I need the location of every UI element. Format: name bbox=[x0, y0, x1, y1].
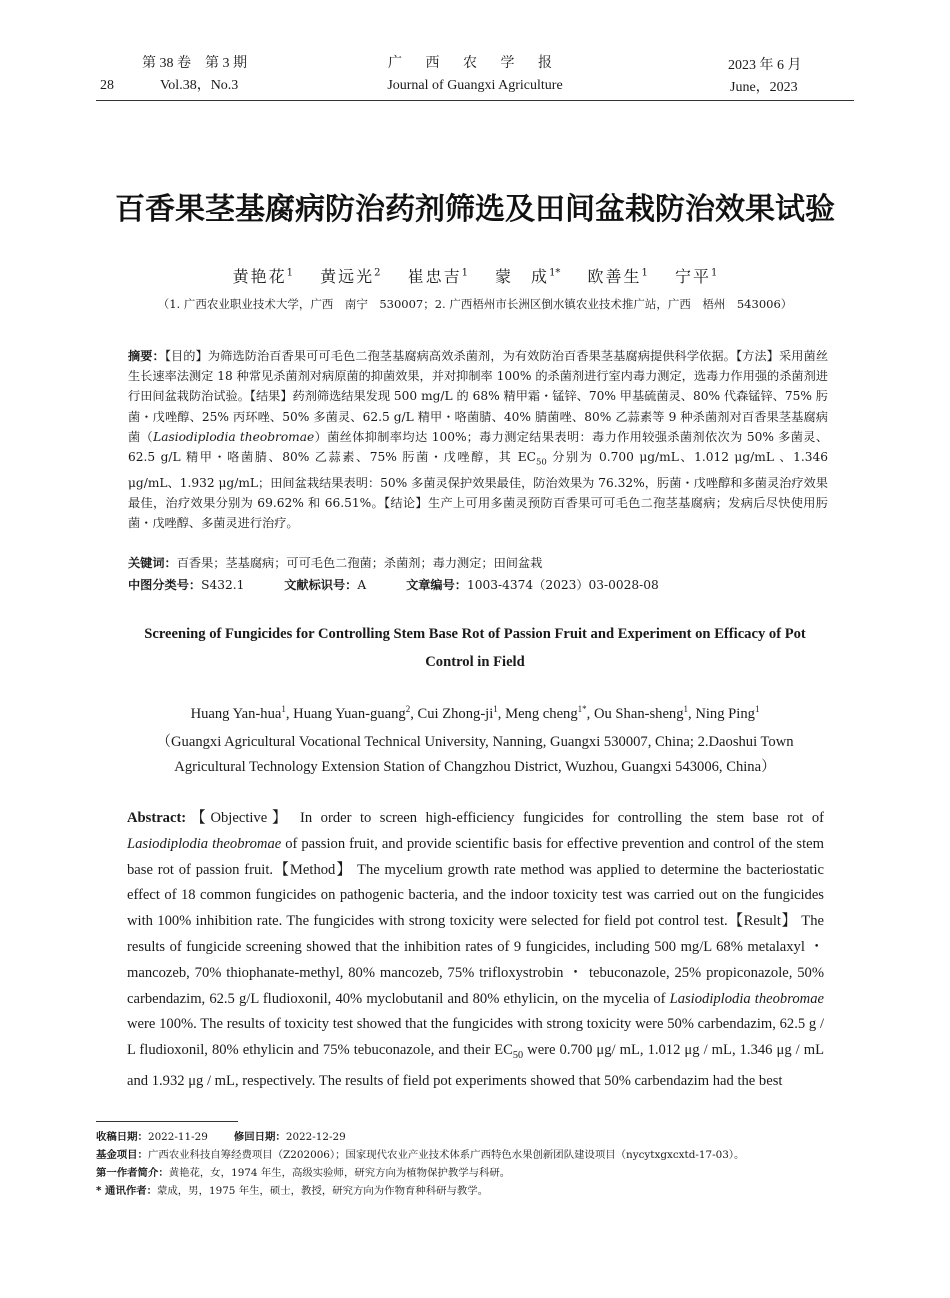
abstract-label-en: Abstract: bbox=[127, 810, 187, 826]
volume-issue-en: Vol.38，No.3 bbox=[160, 78, 239, 93]
affiliation-cn: （1. 广西农业职业技术大学，广西 南宁 530007；2. 广西梧州市长洲区倒水镇农业技术推广站，广西 梧州 543006） bbox=[157, 297, 793, 311]
author-cn: 欧善生$^1$ bbox=[587, 267, 648, 286]
abstract-cn: 摘要：【目的】为筛选防治百香果可可毛色二孢茎基腐病高效杀菌剂，为有效防治百香果茎基腐病提供科学依据。【方法】采用菌丝生长速率法测定 18 种常见杀菌剂对病原菌的抑菌效果，并对抑制率 100% 的杀菌剂进行室内毒力测定，选毒力作用强的杀菌剂进行田间盆栽防治试验。【结果】药剂筛选结果发现 500 mg/L 的 68% 精甲霜・锰锌、70% 甲基硫菌灵、80% 代森锰锌、75% 肟菌・戊唑醇、25% 丙环唑、50% 多菌灵、62.5 g/L 精甲・咯菌腈、40% 腈菌唑、80% 乙蒜素等 9 种杀菌剂对百香果茎基腐病菌（Lasiodiplodia theobromae）菌丝体抑制率均达 100%；毒力测定结果表明：毒力作用较强杀菌剂依次为 50% 多菌灵、62.5 g/L 精甲・咯菌腈、80% 乙蒜素、75% 肟菌・戊唑醇，其 $EC_{50}$ 分别为 0.700 μg/mL、1.012 μg/mL 、1.346 μg/mL、1.932 μg/mL；田间盆栽结果表明：50% 多菌灵保护效果最佳，防治效果为 76.32%，肟菌・戊唑醇和多菌灵治疗效果最佳，治疗效果分别为 69.62% 和 66.51%。【结论】生产上可用多菌灵预防百香果可可毛色二孢茎基腐病；发病后尽快使用肟菌・戊唑醇、多菌灵进行治疗。 bbox=[128, 349, 829, 531]
author-en: Huang Yan-hua bbox=[190, 705, 282, 722]
issue-date-cn: 2023 年 6 月 bbox=[728, 58, 802, 73]
abstract-en: Abstract:【Objective】 In order to screen high-efficiency fungicides for controlling the stem base rot of Lasiodiplodia theobromae of passion fruit, and provide scientific basis for effective prevention and control of the stem base rot of passion fruit.【Method】 The mycelium growth rate method was applied to determine the bacteriostatic effect of 18 common fungicides on pathogenic bacteria, and the indoor toxicity test was carried out on the fungicides with 100% inhibition rate. The fungicides with strong toxicity were selected for field pot control test.【Result】 The results of fungicide screening showed that the inhibition rates of 9 fungicides, including 500 mg/L 68% metalaxyl ・ mancozeb, 70% thiophanate-methyl, 80% mancozeb, 75% trifloxystrobin ・ tebuconazole, 25% propiconazole, 50% carbendazim, 62.5 g/L fludioxonil, 40% myclobutanil and 80% ethylicin, on the mycelia of Lasiodiplodia theobromae were 100%. The results of toxicity test showed that the fungicides with strong toxicity were 50% carbendazim, 62.5 g / L fludioxonil, 80% ethylicin and 75% tebuconazole, and their $EC_{50}$ were 0.700 μg/ mL, 1.012 μg / mL, 1.346 μg / mL and 1.932 μg / mL, respectively. The results of field pot experiments showed that 50% carbendazim had the best bbox=[127, 810, 825, 1089]
footnote-first-author: 第一作者简介：黄艳花，女，1974 年生，高级实验师，研究方向为植物保护教学与科研。 bbox=[96, 1167, 511, 1179]
classification-line: 中图分类号：S432.1 文献标识号：A 文章编号：1003-4374（2023）03-0028-08 bbox=[128, 578, 659, 592]
keywords-cn: 关键词：百香果；茎基腐病；可可毛色二孢菌；杀菌剂；毒力测定；田间盆栽 bbox=[128, 556, 543, 570]
journal-name-en: Journal of Guangxi Agriculture bbox=[387, 78, 563, 93]
author-en: Ning Ping bbox=[695, 705, 755, 722]
page-number: 28 bbox=[100, 78, 114, 93]
author-en: Cui Zhong-ji bbox=[417, 705, 494, 722]
author-en: Huang Yuan-guang bbox=[293, 705, 406, 722]
paper-title-en: Screening of Fungicides for Controlling Stem Base Rot of Passion Fruit and Experiment on Efficacy of Pot Control in Field bbox=[144, 626, 806, 670]
author-cn: 黄艳花$^1$ bbox=[232, 267, 293, 286]
footnote-corresponding: * 通讯作者：蒙成，男，1975 年生，硕士，教授，研究方向为作物育种科研与教学。 bbox=[96, 1185, 489, 1197]
author-en: Ou Shan-sheng bbox=[593, 705, 684, 722]
header-rule bbox=[96, 100, 854, 101]
author-list-cn bbox=[0, 264, 950, 287]
journal-name-cn: 广 西 农 学 报 bbox=[388, 56, 562, 71]
volume-issue-cn: 第 38 卷 第 3 期 bbox=[142, 56, 247, 71]
affiliation-en: （Guangxi Agricultural Vocational Technical University, Nanning, Guangxi 530007, China; 2.Daoshui Town Agricultural Technology Extension Station of Changzhou District, Wuzhou, Guangxi 543006, China） bbox=[156, 734, 794, 775]
footnote-rule bbox=[96, 1121, 238, 1122]
author-en: Meng cheng bbox=[505, 705, 578, 722]
author-list-en: Huang Yan-hua$^1$, Huang Yuan-guang$^2$, Cui Zhong-$ji^1$, Meng cheng$^{1*}$, Ou Shan-sheng$^1$, Ning Ping$^1$ bbox=[190, 704, 760, 722]
running-header bbox=[0, 52, 950, 100]
paper-title-cn: 百香果茎基腐病防治药剂筛选及田间盆栽防治效果试验 bbox=[115, 192, 835, 227]
footnote-fund: 基金项目：广西农业科技自筹经费项目（Z202006）；国家现代农业产业技术体系广西特色水果创新团队建设项目（nycytxgxcxtd-17-03）。 bbox=[96, 1149, 745, 1161]
issue-date-en: June，2023 bbox=[730, 80, 798, 95]
author-cn: 黄远光$^2$ bbox=[320, 267, 381, 286]
footnotes bbox=[96, 1128, 856, 1200]
abstract-label-cn: 摘要： bbox=[128, 349, 165, 363]
footnote-dates: 收稿日期：2022-11-29 修回日期：2022-12-29 bbox=[96, 1131, 346, 1143]
author-cn: 蒙 成$^{1*}$ bbox=[495, 267, 561, 286]
author-cn: 宁平$^1$ bbox=[675, 267, 718, 286]
author-cn: 崔忠吉$^1$ bbox=[407, 267, 468, 286]
